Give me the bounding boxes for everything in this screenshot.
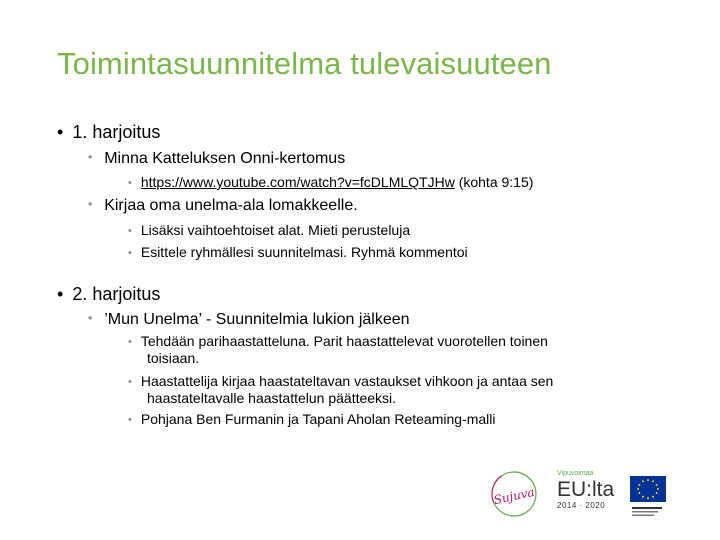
eu-flag-logo bbox=[628, 468, 668, 520]
sujuva-logo bbox=[486, 468, 544, 520]
youtube-link[interactable]: https://www.youtube.com/watch?v=fcDLMLQTJHw bbox=[140, 174, 455, 190]
bullet-onni-kertomus: • Minna Katteluksen Onni-kertomus bbox=[88, 150, 346, 167]
bullet-harjoitus-2: • 2. harjoitus bbox=[57, 284, 161, 304]
bullet-haastattelija: • Haastattelija kirjaa haastateltavan vastaukset vihkoon ja antaa sen bbox=[128, 373, 554, 389]
bullet-harjoitus-1: • 1. harjoitus bbox=[57, 122, 161, 142]
bullet-parihaastattelu: • Tehdään parihaastatteluna. Parit haastattelevat vuorotellen toinen bbox=[128, 333, 548, 349]
bullet-unelma-ala: • Kirjaa oma unelma-ala lomakkeelle. bbox=[88, 197, 358, 214]
bullet-video-link: • https://www.youtube.com/watch?v=fcDLMLQTJHw (kohta 9:15) bbox=[128, 174, 534, 190]
vipuvoimaa-logo: Vipuvoimaa EU:lta 2014 · 2020 bbox=[557, 470, 615, 510]
sujuva-logo-text: Sujuva bbox=[492, 484, 536, 508]
bullet-haastattelija-cont: haastateltavalle haastattelun päätteeksi. bbox=[147, 390, 397, 406]
bullet-vaihtoehtoiset: • Lisäksi vaihtoehtoiset alat. Mieti perusteluja bbox=[128, 222, 411, 238]
page-title: Toimintasuunnitelma tulevaisuuteen bbox=[57, 46, 552, 81]
bullet-parihaastattelu-cont: toisiaan. bbox=[147, 350, 200, 366]
bullet-reteaming: • Pohjana Ben Furmanin ja Tapani Aholan Reteaming-malli bbox=[128, 411, 496, 427]
bullet-esittele: • Esittele ryhmällesi suunnitelmasi. Ryhmä kommentoi bbox=[128, 244, 468, 260]
bullet-mun-unelma: • ’Mun Unelma’ - Suunnitelmia lukion jälkeen bbox=[88, 311, 410, 328]
